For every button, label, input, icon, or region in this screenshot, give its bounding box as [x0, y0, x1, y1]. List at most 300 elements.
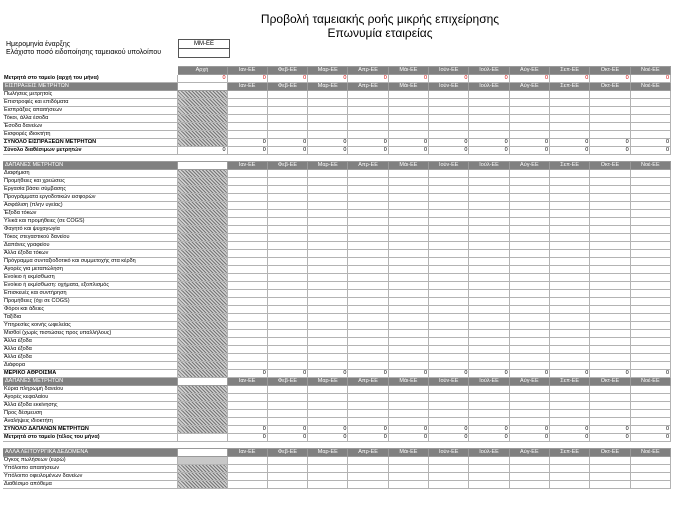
- month-cell[interactable]: [388, 457, 428, 465]
- month-cell[interactable]: [550, 282, 590, 290]
- month-cell[interactable]: [590, 465, 630, 473]
- month-cell[interactable]: [469, 131, 509, 139]
- month-cell[interactable]: [267, 202, 307, 210]
- month-cell[interactable]: [630, 338, 670, 346]
- month-cell[interactable]: [308, 107, 348, 115]
- month-cell[interactable]: [348, 99, 388, 107]
- month-cell[interactable]: [469, 314, 509, 322]
- start-cell[interactable]: [177, 99, 227, 107]
- month-cell[interactable]: [308, 330, 348, 338]
- month-cell[interactable]: [590, 290, 630, 298]
- month-cell[interactable]: [469, 290, 509, 298]
- month-cell[interactable]: [348, 290, 388, 298]
- month-cell[interactable]: [429, 394, 469, 402]
- month-cell[interactable]: [509, 402, 549, 410]
- month-cell[interactable]: [509, 290, 549, 298]
- month-cell[interactable]: [227, 194, 267, 202]
- month-cell[interactable]: [590, 402, 630, 410]
- month-cell[interactable]: [429, 322, 469, 330]
- month-cell[interactable]: [469, 226, 509, 234]
- month-cell[interactable]: [348, 91, 388, 99]
- start-cell[interactable]: [177, 322, 227, 330]
- month-cell[interactable]: [267, 194, 307, 202]
- month-cell[interactable]: [630, 330, 670, 338]
- month-cell[interactable]: [509, 274, 549, 282]
- month-cell[interactable]: [590, 298, 630, 306]
- month-cell[interactable]: [227, 314, 267, 322]
- month-cell[interactable]: [509, 457, 549, 465]
- month-cell[interactable]: [267, 218, 307, 226]
- month-cell[interactable]: [469, 266, 509, 274]
- month-cell[interactable]: [429, 362, 469, 370]
- month-cell[interactable]: [308, 481, 348, 489]
- month-cell[interactable]: [550, 194, 590, 202]
- month-cell[interactable]: [630, 418, 670, 426]
- month-cell[interactable]: [469, 250, 509, 258]
- month-cell[interactable]: [429, 386, 469, 394]
- month-cell[interactable]: [429, 99, 469, 107]
- month-cell[interactable]: [550, 322, 590, 330]
- month-cell[interactable]: [469, 234, 509, 242]
- month-cell[interactable]: [267, 250, 307, 258]
- month-cell[interactable]: [429, 258, 469, 266]
- month-cell[interactable]: [630, 210, 670, 218]
- month-cell[interactable]: [590, 131, 630, 139]
- month-cell[interactable]: [308, 457, 348, 465]
- month-cell[interactable]: [348, 250, 388, 258]
- month-cell[interactable]: [509, 481, 549, 489]
- month-cell[interactable]: [227, 186, 267, 194]
- month-cell[interactable]: [227, 178, 267, 186]
- month-cell[interactable]: [469, 306, 509, 314]
- month-cell[interactable]: [590, 266, 630, 274]
- month-cell[interactable]: [590, 410, 630, 418]
- month-cell[interactable]: [388, 330, 428, 338]
- month-cell[interactable]: [469, 473, 509, 481]
- month-cell[interactable]: [308, 410, 348, 418]
- month-cell[interactable]: [267, 402, 307, 410]
- month-cell[interactable]: [630, 473, 670, 481]
- month-cell[interactable]: [388, 362, 428, 370]
- month-cell[interactable]: [388, 178, 428, 186]
- month-cell[interactable]: [429, 178, 469, 186]
- month-cell[interactable]: [267, 123, 307, 131]
- month-cell[interactable]: [388, 386, 428, 394]
- month-cell[interactable]: [267, 99, 307, 107]
- month-cell[interactable]: [630, 306, 670, 314]
- start-cell[interactable]: [177, 290, 227, 298]
- month-cell[interactable]: [469, 170, 509, 178]
- month-cell[interactable]: [590, 314, 630, 322]
- month-cell[interactable]: [388, 266, 428, 274]
- month-cell[interactable]: [590, 107, 630, 115]
- month-cell[interactable]: [227, 202, 267, 210]
- start-cell[interactable]: [177, 107, 227, 115]
- month-cell[interactable]: [227, 115, 267, 123]
- month-cell[interactable]: [469, 346, 509, 354]
- start-cell[interactable]: [177, 91, 227, 99]
- month-cell[interactable]: [509, 266, 549, 274]
- month-cell[interactable]: [630, 282, 670, 290]
- month-cell[interactable]: [227, 242, 267, 250]
- month-cell[interactable]: [348, 266, 388, 274]
- month-cell[interactable]: [630, 457, 670, 465]
- month-cell[interactable]: [348, 346, 388, 354]
- month-cell[interactable]: [388, 473, 428, 481]
- month-cell[interactable]: [429, 346, 469, 354]
- month-cell[interactable]: [348, 362, 388, 370]
- month-cell[interactable]: [267, 91, 307, 99]
- start-cell[interactable]: [177, 194, 227, 202]
- month-cell[interactable]: [550, 186, 590, 194]
- month-cell[interactable]: [429, 473, 469, 481]
- month-cell[interactable]: [429, 210, 469, 218]
- month-cell[interactable]: [469, 91, 509, 99]
- month-cell[interactable]: [267, 354, 307, 362]
- month-cell[interactable]: [348, 298, 388, 306]
- month-cell[interactable]: [348, 354, 388, 362]
- month-cell[interactable]: [590, 218, 630, 226]
- month-cell[interactable]: [388, 354, 428, 362]
- month-cell[interactable]: [348, 306, 388, 314]
- month-cell[interactable]: [590, 226, 630, 234]
- month-cell[interactable]: [509, 410, 549, 418]
- month-cell[interactable]: [469, 362, 509, 370]
- month-cell[interactable]: [469, 481, 509, 489]
- start-cell[interactable]: [177, 481, 227, 489]
- month-cell[interactable]: [308, 202, 348, 210]
- month-cell[interactable]: [550, 394, 590, 402]
- month-cell[interactable]: [348, 465, 388, 473]
- month-cell[interactable]: [630, 298, 670, 306]
- month-cell[interactable]: [630, 314, 670, 322]
- month-cell[interactable]: [590, 362, 630, 370]
- month-cell[interactable]: [227, 131, 267, 139]
- start-cell[interactable]: [177, 306, 227, 314]
- month-cell[interactable]: [509, 123, 549, 131]
- month-cell[interactable]: [590, 99, 630, 107]
- month-cell[interactable]: [227, 282, 267, 290]
- month-cell[interactable]: [550, 131, 590, 139]
- month-cell[interactable]: [509, 91, 549, 99]
- month-cell[interactable]: [590, 394, 630, 402]
- month-cell[interactable]: [388, 194, 428, 202]
- month-cell[interactable]: [590, 210, 630, 218]
- month-cell[interactable]: [308, 170, 348, 178]
- month-cell[interactable]: [429, 234, 469, 242]
- month-cell[interactable]: [388, 338, 428, 346]
- month-cell[interactable]: [348, 481, 388, 489]
- month-cell[interactable]: [509, 186, 549, 194]
- month-cell[interactable]: [630, 410, 670, 418]
- month-cell[interactable]: [509, 338, 549, 346]
- month-cell[interactable]: [388, 123, 428, 131]
- month-cell[interactable]: [429, 465, 469, 473]
- month-cell[interactable]: [388, 202, 428, 210]
- month-cell[interactable]: [308, 91, 348, 99]
- month-cell[interactable]: [429, 266, 469, 274]
- min-balance-field[interactable]: [178, 48, 230, 58]
- month-cell[interactable]: [429, 170, 469, 178]
- month-cell[interactable]: [308, 346, 348, 354]
- month-cell[interactable]: [267, 115, 307, 123]
- month-cell[interactable]: [590, 322, 630, 330]
- month-cell[interactable]: [550, 465, 590, 473]
- month-cell[interactable]: [469, 354, 509, 362]
- month-cell[interactable]: [550, 481, 590, 489]
- month-cell[interactable]: [308, 258, 348, 266]
- month-cell[interactable]: [550, 306, 590, 314]
- month-cell[interactable]: [630, 202, 670, 210]
- month-cell[interactable]: [630, 91, 670, 99]
- start-cell[interactable]: [177, 258, 227, 266]
- month-cell[interactable]: [388, 394, 428, 402]
- month-cell[interactable]: [267, 282, 307, 290]
- month-cell[interactable]: [227, 457, 267, 465]
- month-cell[interactable]: [550, 91, 590, 99]
- month-cell[interactable]: [509, 242, 549, 250]
- month-cell[interactable]: [388, 410, 428, 418]
- start-date-field[interactable]: ΜΜ-ΕΕ: [178, 39, 230, 49]
- month-cell[interactable]: [267, 410, 307, 418]
- month-cell[interactable]: [388, 170, 428, 178]
- month-cell[interactable]: [469, 394, 509, 402]
- month-cell[interactable]: [429, 290, 469, 298]
- month-cell[interactable]: [590, 457, 630, 465]
- month-cell[interactable]: [469, 210, 509, 218]
- month-cell[interactable]: [429, 186, 469, 194]
- month-cell[interactable]: [308, 394, 348, 402]
- month-cell[interactable]: [308, 354, 348, 362]
- month-cell[interactable]: [550, 218, 590, 226]
- month-cell[interactable]: [267, 131, 307, 139]
- month-cell[interactable]: [550, 354, 590, 362]
- month-cell[interactable]: [227, 322, 267, 330]
- month-cell[interactable]: [429, 418, 469, 426]
- month-cell[interactable]: [388, 250, 428, 258]
- start-cell[interactable]: [177, 298, 227, 306]
- start-cell[interactable]: [177, 386, 227, 394]
- month-cell[interactable]: [227, 99, 267, 107]
- month-cell[interactable]: [388, 234, 428, 242]
- month-cell[interactable]: [308, 282, 348, 290]
- month-cell[interactable]: [227, 402, 267, 410]
- month-cell[interactable]: [348, 234, 388, 242]
- month-cell[interactable]: [308, 338, 348, 346]
- month-cell[interactable]: [590, 242, 630, 250]
- month-cell[interactable]: [469, 418, 509, 426]
- month-cell[interactable]: [267, 274, 307, 282]
- month-cell[interactable]: [469, 242, 509, 250]
- month-cell[interactable]: [227, 170, 267, 178]
- month-cell[interactable]: [630, 354, 670, 362]
- month-cell[interactable]: [429, 314, 469, 322]
- month-cell[interactable]: [227, 210, 267, 218]
- month-cell[interactable]: [550, 274, 590, 282]
- month-cell[interactable]: [630, 170, 670, 178]
- month-cell[interactable]: [469, 202, 509, 210]
- month-cell[interactable]: [509, 306, 549, 314]
- month-cell[interactable]: [550, 170, 590, 178]
- month-cell[interactable]: [308, 178, 348, 186]
- month-cell[interactable]: [509, 354, 549, 362]
- month-cell[interactable]: [590, 123, 630, 131]
- month-cell[interactable]: [429, 457, 469, 465]
- month-cell[interactable]: [630, 123, 670, 131]
- month-cell[interactable]: [227, 91, 267, 99]
- month-cell[interactable]: [509, 322, 549, 330]
- month-cell[interactable]: [267, 306, 307, 314]
- month-cell[interactable]: [227, 465, 267, 473]
- month-cell[interactable]: [267, 226, 307, 234]
- month-cell[interactable]: [469, 107, 509, 115]
- month-cell[interactable]: [267, 346, 307, 354]
- month-cell[interactable]: [509, 210, 549, 218]
- month-cell[interactable]: [509, 418, 549, 426]
- month-cell[interactable]: [348, 322, 388, 330]
- month-cell[interactable]: [630, 234, 670, 242]
- month-cell[interactable]: [590, 186, 630, 194]
- month-cell[interactable]: [227, 481, 267, 489]
- month-cell[interactable]: [590, 282, 630, 290]
- month-cell[interactable]: [630, 481, 670, 489]
- month-cell[interactable]: [227, 354, 267, 362]
- start-cell[interactable]: [177, 178, 227, 186]
- month-cell[interactable]: [267, 465, 307, 473]
- month-cell[interactable]: [590, 178, 630, 186]
- month-cell[interactable]: [550, 123, 590, 131]
- month-cell[interactable]: [550, 242, 590, 250]
- month-cell[interactable]: [590, 234, 630, 242]
- month-cell[interactable]: [590, 91, 630, 99]
- month-cell[interactable]: [348, 218, 388, 226]
- month-cell[interactable]: [630, 274, 670, 282]
- start-cell[interactable]: [177, 218, 227, 226]
- month-cell[interactable]: [348, 386, 388, 394]
- month-cell[interactable]: [550, 115, 590, 123]
- start-cell[interactable]: [177, 410, 227, 418]
- month-cell[interactable]: [630, 242, 670, 250]
- month-cell[interactable]: [429, 91, 469, 99]
- month-cell[interactable]: [308, 131, 348, 139]
- month-cell[interactable]: [550, 473, 590, 481]
- month-cell[interactable]: [348, 123, 388, 131]
- month-cell[interactable]: [630, 465, 670, 473]
- month-cell[interactable]: [388, 99, 428, 107]
- month-cell[interactable]: [388, 186, 428, 194]
- month-cell[interactable]: [348, 202, 388, 210]
- month-cell[interactable]: [227, 386, 267, 394]
- month-cell[interactable]: [388, 274, 428, 282]
- month-cell[interactable]: [308, 402, 348, 410]
- start-cell[interactable]: [177, 131, 227, 139]
- month-cell[interactable]: [348, 402, 388, 410]
- month-cell[interactable]: [348, 170, 388, 178]
- month-cell[interactable]: [429, 338, 469, 346]
- month-cell[interactable]: [227, 258, 267, 266]
- month-cell[interactable]: [509, 314, 549, 322]
- month-cell[interactable]: [550, 386, 590, 394]
- month-cell[interactable]: [509, 465, 549, 473]
- start-cell[interactable]: [177, 362, 227, 370]
- month-cell[interactable]: [550, 457, 590, 465]
- month-cell[interactable]: [630, 107, 670, 115]
- start-cell[interactable]: [177, 465, 227, 473]
- month-cell[interactable]: [509, 202, 549, 210]
- month-cell[interactable]: [227, 250, 267, 258]
- month-cell[interactable]: [630, 178, 670, 186]
- month-cell[interactable]: [227, 234, 267, 242]
- month-cell[interactable]: [388, 91, 428, 99]
- month-cell[interactable]: [388, 402, 428, 410]
- month-cell[interactable]: [590, 330, 630, 338]
- month-cell[interactable]: [590, 306, 630, 314]
- month-cell[interactable]: [509, 218, 549, 226]
- month-cell[interactable]: [590, 481, 630, 489]
- month-cell[interactable]: [550, 362, 590, 370]
- month-cell[interactable]: [630, 218, 670, 226]
- month-cell[interactable]: [509, 250, 549, 258]
- start-cell[interactable]: [177, 402, 227, 410]
- start-cell[interactable]: [177, 123, 227, 131]
- month-cell[interactable]: [267, 107, 307, 115]
- month-cell[interactable]: [308, 210, 348, 218]
- month-cell[interactable]: [388, 481, 428, 489]
- month-cell[interactable]: [630, 290, 670, 298]
- month-cell[interactable]: [348, 338, 388, 346]
- month-cell[interactable]: [630, 186, 670, 194]
- month-cell[interactable]: [308, 386, 348, 394]
- month-cell[interactable]: [550, 410, 590, 418]
- month-cell[interactable]: [509, 473, 549, 481]
- month-cell[interactable]: [348, 282, 388, 290]
- month-cell[interactable]: [348, 226, 388, 234]
- month-cell[interactable]: [267, 178, 307, 186]
- month-cell[interactable]: [388, 210, 428, 218]
- month-cell[interactable]: [590, 354, 630, 362]
- start-cell[interactable]: [177, 266, 227, 274]
- month-cell[interactable]: [227, 473, 267, 481]
- month-cell[interactable]: [348, 410, 388, 418]
- month-cell[interactable]: [308, 306, 348, 314]
- start-cell[interactable]: [177, 314, 227, 322]
- month-cell[interactable]: [348, 186, 388, 194]
- month-cell[interactable]: [550, 210, 590, 218]
- month-cell[interactable]: [550, 290, 590, 298]
- month-cell[interactable]: [348, 258, 388, 266]
- start-cell[interactable]: [177, 186, 227, 194]
- month-cell[interactable]: [348, 314, 388, 322]
- month-cell[interactable]: [429, 115, 469, 123]
- month-cell[interactable]: [509, 258, 549, 266]
- month-cell[interactable]: [388, 290, 428, 298]
- month-cell[interactable]: [630, 250, 670, 258]
- month-cell[interactable]: [550, 402, 590, 410]
- month-cell[interactable]: [509, 362, 549, 370]
- month-cell[interactable]: [429, 202, 469, 210]
- month-cell[interactable]: [469, 178, 509, 186]
- month-cell[interactable]: [388, 306, 428, 314]
- month-cell[interactable]: [388, 115, 428, 123]
- month-cell[interactable]: [469, 218, 509, 226]
- month-cell[interactable]: [267, 394, 307, 402]
- month-cell[interactable]: [308, 115, 348, 123]
- month-cell[interactable]: [429, 481, 469, 489]
- month-cell[interactable]: [348, 457, 388, 465]
- month-cell[interactable]: [550, 418, 590, 426]
- month-cell[interactable]: [590, 386, 630, 394]
- month-cell[interactable]: [308, 473, 348, 481]
